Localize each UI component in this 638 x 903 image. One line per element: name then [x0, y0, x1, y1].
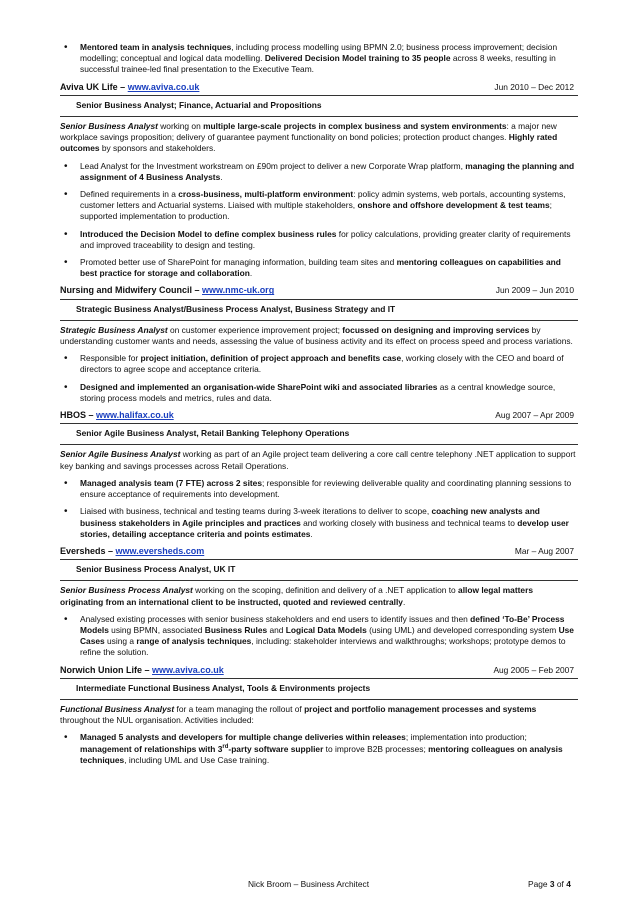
company-website-link[interactable]: www.halifax.co.uk [96, 410, 174, 421]
bold-text: multiple large-scale projects in complex business and system environments [203, 121, 507, 132]
text: ; responsible for reviewing deliverable quality and coordinating planning sessions to ensure acceptance of requirements into development. [80, 477, 572, 500]
bold-text: defined ‘To-Be’ Process Models [80, 613, 565, 635]
bold-text: develop user stories, detailing acceptance criteria and points estimates [80, 517, 569, 539]
job-title: Intermediate Functional Business Analyst, Tools & Environments projects [60, 679, 578, 700]
bullet-item [60, 257, 578, 279]
bullet-item [60, 353, 578, 375]
company-website-link[interactable]: www.eversheds.com [115, 545, 205, 556]
job-entry [60, 82, 578, 280]
bold-text: management of relationships with 3 [80, 743, 223, 754]
bold-text: Business Rules [204, 624, 268, 635]
job-entry [60, 410, 578, 540]
job-entry [60, 546, 578, 659]
bold-text: Introduced the Decision Model to define complex business rules [80, 228, 337, 239]
emphasis-text: Senior Business Process Analyst [60, 585, 193, 596]
bold-text: project and portfolio management processes and systems [304, 703, 537, 714]
text: Defined requirements in a [80, 189, 179, 200]
bold-text: Managed analysis team (7 FTE) across 2 sites [80, 477, 263, 488]
job-header [60, 285, 578, 299]
text: ; supported implementation to production. [80, 200, 552, 222]
footer-page-number [528, 879, 571, 889]
emphasis-text: Senior Agile Business Analyst [60, 449, 181, 460]
bold-text: -party software supplier [228, 743, 324, 754]
text: by understanding customer wants and needs, assessing the value of business activity and its effect on process speed and process variations. [60, 324, 573, 347]
job-entry [60, 285, 578, 404]
emphasis-text: Functional Business Analyst [60, 703, 175, 714]
bold-text [60, 325, 168, 335]
text: across 8 weeks, resulting in successful trainee-led final presentation to the Executive Team. [80, 53, 556, 75]
company-name [60, 546, 204, 557]
job-header [60, 546, 578, 560]
company-label: Nursing and Midwifery Council – [60, 285, 203, 296]
text: . [220, 171, 223, 182]
company-label: Norwich Union Life – [60, 664, 153, 675]
bold-text: allow legal matters originating from an international client to be instructed, quoted and reviewed centrally [60, 585, 533, 607]
text: and working closely with business and technical teams to [300, 517, 518, 528]
bold-text: cross-business, multi-platform environment [178, 189, 354, 200]
job-dates: Aug 2005 – Feb 2007 [493, 664, 574, 675]
text: for a team managing the rollout of [174, 703, 305, 714]
bullet-item [60, 506, 578, 540]
bold-text: Logical Data Models [285, 624, 367, 635]
job-header [60, 410, 578, 424]
job-list [60, 82, 578, 766]
footer-author: Nick Broom – Business Architect [248, 879, 370, 889]
cv-content [60, 42, 578, 772]
job-bullet-list [60, 478, 578, 540]
footer-page-mid: of [554, 879, 567, 889]
text: working as part of an Agile project team delivering a core call centre telephony .NET application to support key banking and savings processes across Retail Operations. [60, 449, 576, 471]
job-summary [60, 585, 578, 607]
bold-text: range of analysis techniques [136, 636, 252, 647]
bold-text: project initiation, definition of project approach and benefits case [140, 353, 402, 364]
job-dates: Jun 2010 – Dec 2012 [494, 81, 574, 92]
bold-text: Use Cases [80, 624, 574, 647]
bullet-item [60, 732, 578, 766]
company-website-link[interactable]: www.nmc-uk.org [202, 285, 275, 296]
bullet-item [60, 161, 578, 183]
company-website-link[interactable]: www.aviva.co.uk [127, 81, 200, 92]
bold-text [60, 704, 174, 714]
company-website-link[interactable]: www.aviva.co.uk [152, 664, 224, 675]
bold-text [60, 585, 193, 595]
text: . [310, 528, 313, 539]
bullet-item [60, 478, 578, 500]
text: as a central knowledge source, storing process models and metrics, rules and data. [80, 381, 556, 403]
job-title: Senior Agile Business Analyst, Retail Banking Telephony Operations [60, 424, 578, 445]
job-entry [60, 665, 578, 766]
text: : a major new workplace savings proposition; delivery of guarantee payment functionality on bond policies; protection product changes. [60, 121, 557, 143]
bold-text: mentoring colleagues on capabilities and best practice for storage and collaboration [80, 257, 561, 279]
text: , including process modelling using BPMN 2.0; business process improvement; decision modelling; conceptual and logical data modelling. [80, 42, 558, 64]
job-summary [60, 325, 578, 347]
text: (using UML) and developed corresponding system [366, 624, 559, 635]
text: , working closely with the CEO and board of directors to agree scope and acceptance criteria. [80, 353, 564, 375]
text: : policy admin systems, web portals, accounting systems, customer letters and Actuarial systems. Liaised with multiple stakeholders, [80, 189, 566, 211]
company-name [60, 285, 274, 296]
text: Responsible for [80, 353, 141, 364]
text: , including: stakeholder interviews and walkthroughs; workshops; prototype demos to refine the solution. [80, 636, 566, 658]
job-bullet-list [60, 353, 578, 404]
job-summary [60, 704, 578, 726]
bold-text: mentoring colleagues on analysis techniques [80, 743, 563, 765]
job-dates: Mar – Aug 2007 [514, 545, 574, 556]
text: by sponsors and stakeholders. [99, 143, 216, 154]
text: using BPMN, associated [108, 624, 205, 635]
text: Analysed existing processes with senior business stakeholders and end users to identify issues and then [80, 613, 471, 624]
bold-text [60, 449, 180, 459]
job-title: Senior Business Analyst; Finance, Actuarial and Propositions [60, 96, 578, 117]
job-dates: Jun 2009 – Jun 2010 [495, 285, 574, 296]
top-bullet-list [60, 42, 578, 76]
company-label: Eversheds – [60, 545, 116, 556]
emphasis-text: Strategic Business Analyst [60, 324, 168, 335]
text: . [249, 268, 253, 279]
bold-text: coaching new analysts and business stakeholders in Agile principles and practices [80, 506, 540, 528]
superscript-text: rd [222, 743, 229, 750]
text: ; implementation into production; [405, 732, 527, 743]
job-bullet-list [60, 732, 578, 766]
footer-page-total: 4 [566, 879, 571, 889]
text: Lead Analyst for the Investment workstream on £90m project to deliver a new Corporate Wrap platform, [80, 160, 466, 171]
company-label: HBOS – [60, 410, 97, 421]
bullet-item [60, 189, 578, 223]
company-name [60, 665, 224, 676]
bullet-item [60, 229, 578, 251]
emphasis-text: Senior Business Analyst [60, 121, 158, 132]
job-dates: Aug 2007 – Apr 2009 [495, 410, 574, 421]
bold-text: Highly rated outcomes [60, 132, 558, 154]
footer-page-current: 3 [549, 879, 555, 889]
text: on customer experience improvement project; [167, 324, 343, 335]
text: Liaised with business, technical and testing teams during 3-week iterations to deliver to scope, [80, 506, 432, 517]
job-title: Strategic Business Analyst/Business Process Analyst, Business Strategy and IT [60, 300, 578, 321]
bold-text: managing the planning and assignment of 4 Business Analysts [80, 160, 575, 182]
text: using a [104, 636, 137, 647]
text: working on the scoping, definition and delivery of a .NET application to [192, 585, 459, 596]
text: to improve B2B processes; [323, 743, 429, 754]
job-header [60, 665, 578, 679]
job-bullet-list [60, 161, 578, 280]
bold-text: Managed 5 analysts and developers for multiple change deliveries within releases [80, 732, 406, 743]
job-header [60, 82, 578, 96]
text: and [267, 624, 286, 635]
bold-text: focussed on designing and improving services [342, 324, 530, 335]
bold-text: Delivered Decision Model training to 35 people [264, 53, 451, 64]
text: . [402, 596, 406, 607]
bold-text: onshore and offshore development & test teams [357, 200, 550, 211]
bullet-item [60, 614, 578, 659]
bullet-item [60, 382, 578, 404]
text: working on [157, 121, 204, 132]
company-label: Aviva UK Life – [60, 81, 128, 92]
company-name [60, 82, 199, 93]
text: throughout the NUL organisation. Activities included: [60, 715, 254, 726]
company-name [60, 410, 174, 421]
text: , including UML and Use Case training. [124, 754, 270, 765]
job-title: Senior Business Process Analyst, UK IT [60, 560, 578, 581]
bullet-item [60, 42, 578, 76]
bold-text [60, 121, 158, 131]
text: Promoted better use of SharePoint for managing information, building team sites and [80, 257, 397, 268]
bold-text: Mentored team in analysis techniques [80, 42, 232, 52]
job-summary [60, 449, 578, 471]
footer-page-prefix: Page [528, 879, 550, 889]
job-bullet-list [60, 614, 578, 659]
job-summary [60, 121, 578, 155]
text: for policy calculations, providing greater clarity of requirements and improved traceability to design and testing. [80, 228, 571, 250]
bold-text: Designed and implemented an organisation-wide SharePoint wiki and associated libraries [80, 381, 438, 392]
